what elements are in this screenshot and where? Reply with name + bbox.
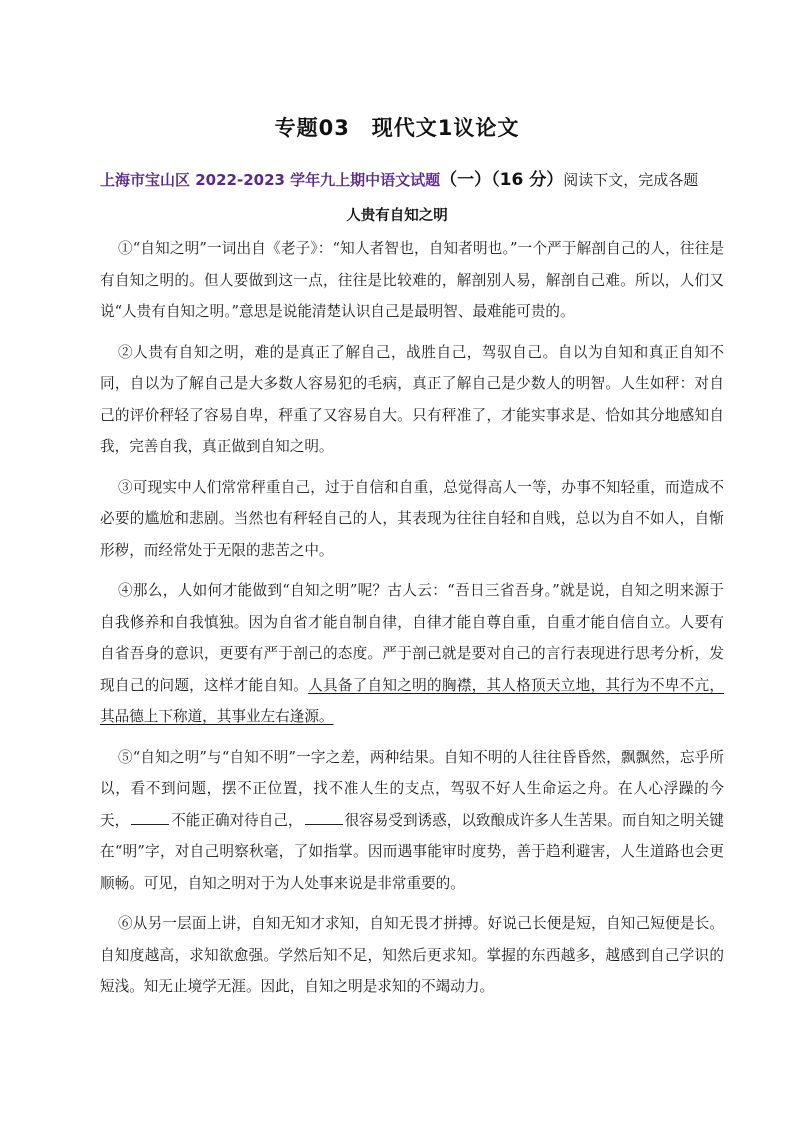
- paragraph-1: ①“自知之明”一词出自《老子》：“知人者智也，自知者明也。”一个严于解剖自己的人，往往是有自知之明的。但人要做到这一点，往往是比较难的，解剖别人易，解剖自己难。所以，人们又说“人贵有自知之明。”意思是说能清楚认识自己是最明智、最难能可贵的。: [100, 240, 724, 320]
- exam-source: 上海市宝山区 2022-2023 学年九上期中语文试题: [100, 171, 441, 189]
- paragraph-3: ③可现实中人们常常秤重自己，过于自信和自重，总觉得高人一等，办事不知轻重，而造成不必要的尴尬和悲剧。当然也有秤轻自己的人，其表现为往往自轻和自贱，总以为自不如人，自惭形秽，而经常处于无限的悲苦之中。: [100, 478, 724, 559]
- fill-in-blank-2: [305, 810, 343, 825]
- paragraph-5-text-c: 很容易受到诱惑，以致酿成许多人生苦果。而自知之明关键在“明”字，对自己明察秋毫，了如指掌。因而遇事能审时度势，善于趋利避害，人生道路也会更顺畅。可见，自知之明对于为人处事来说是非常重要的。: [100, 811, 725, 892]
- paragraph-5-text-b: 不能正确对待自己，: [171, 811, 303, 829]
- article-body: [100, 233, 724, 1012]
- article-title: 人贵有自知之明: [346, 207, 448, 224]
- section-score: （一）（16 分）: [440, 170, 564, 190]
- paragraph-2: ②人贵有自知之明，难的是真正了解自己，战胜自己，驾驭自己。自以为自知和真正自知不同，自以为了解自己是大多数人容易犯的毛病，真正了解自己是少数人的明智。人生如秤：对自己的评价秤轻了容易自卑，秤重了又容易自大。只有秤准了，才能实事求是、恰如其分地感知自我，完善自我，真正做到自知之明。: [100, 343, 724, 455]
- underlined-sentence: 人具备了自知之明的胸襟，其人格顶天立地，其行为不卑不亢，其品德上下称道，其事业左右逢源。: [100, 676, 724, 725]
- paragraph-4: [100, 575, 724, 733]
- question-source-line: [100, 165, 740, 190]
- paragraph-5: [100, 742, 724, 900]
- paragraph-5-text-a: ⑤“自知之明”与“自知不明”一字之差，两种结果。自知不明的人往往昏昏然，飘飘然，忘乎所以，看不到问题，摆不正位置，找不准人生的支点，驾驭不好人生命运之舟。在人心浮躁的今天，: [100, 748, 724, 829]
- reading-instruction: 阅读下文，完成各题: [563, 171, 699, 189]
- fill-in-blank-1: [131, 810, 169, 825]
- paragraph-6: ⑥从另一层面上讲，自知无知才求知，自知无畏才拼搏。好说己长便是短，自知己短便是长。自知度越高，求知欲愈强。学然后知不足，知然后更求知。掌握的东西越多，越感到自己学识的短浅。知无止境学无涯。因此，自知之明是求知的不竭动力。: [100, 915, 724, 995]
- document-title: 专题03 现代文1议论文: [274, 116, 520, 140]
- paragraph-4-text: ④那么，人如何才能做到“自知之明”呢？古人云：“吾日三省吾身。”就是说，自知之明来源于自我修养和自我慎独。因为自省才能自制自律，自律才能自尊自重，自重才能自信自立。人要有自省吾身的意识，更要有严于剖己的态度。严于剖己就是要对自己的言行表现进行思考分析，发现自己的问题，这样才能自知。: [100, 582, 724, 694]
